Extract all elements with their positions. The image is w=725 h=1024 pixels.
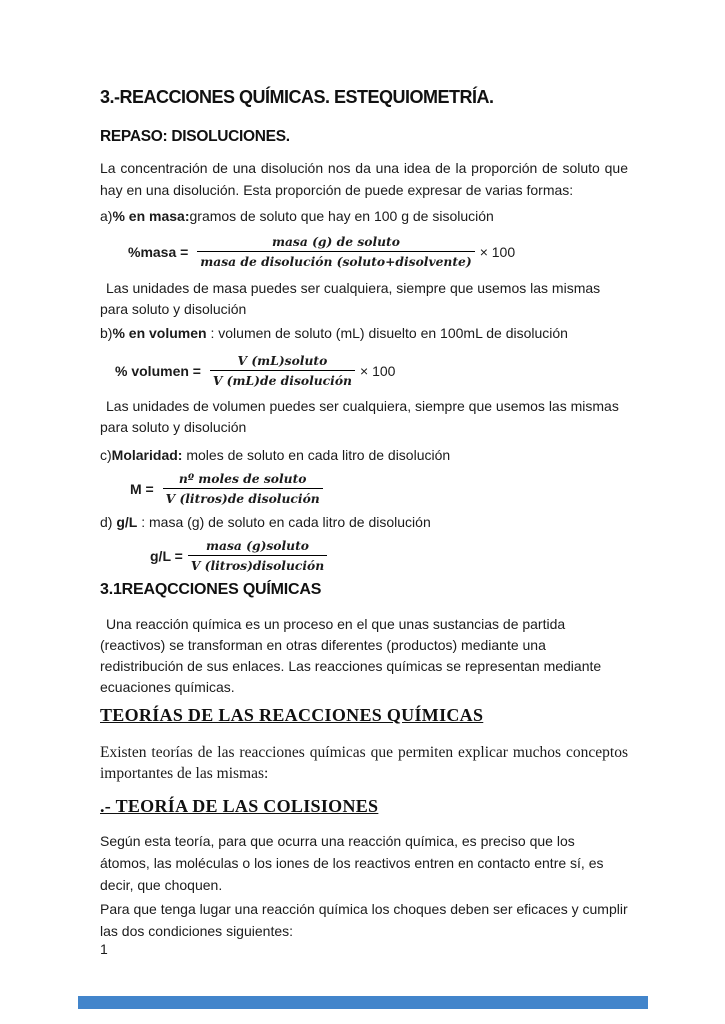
intro-paragraph: La concentración de una disolución nos da una idea de la proporción de soluto que hay en una disolución. Esta proporción de puede expresar de varias formas: xyxy=(100,160,628,198)
formula-gl-numerator: masa (g)soluto xyxy=(188,537,327,556)
formula-mass-fraction xyxy=(197,233,474,270)
formula-volume-fraction xyxy=(210,352,355,389)
formula-volume-denominator: V (mL)de disolución xyxy=(212,373,352,388)
note-volume-units: Las unidades de volumen puedes ser cualquiera, siempre que usemos las mismas para soluto y disolución xyxy=(100,398,619,435)
formula-gl-fraction xyxy=(188,537,327,574)
footer-bar xyxy=(78,996,648,1009)
list-item-b xyxy=(100,322,628,344)
formula-mass-times100: × 100 xyxy=(479,243,516,260)
formula-mass-lhs: %masa = xyxy=(128,243,193,260)
formula-mass-numerator: masa (g) de soluto xyxy=(197,233,474,252)
page-content xyxy=(100,0,628,957)
item-a-text: gramos de soluto que hay en 100 g de sisolución xyxy=(189,208,494,224)
item-b-term: % en volumen xyxy=(112,325,211,341)
note-mass-units: Las unidades de masa puedes ser cualquiera, siempre que usemos las mismas para soluto y disolución xyxy=(100,280,601,317)
page-number: 1 xyxy=(100,941,108,957)
formula-volume-numerator: V (mL)soluto xyxy=(210,352,355,371)
document-title: 3.-REACCIONES QUÍMICAS. ESTEQUIOMETRÍA. xyxy=(100,87,494,107)
item-b-text: : volumen de soluto (mL) disuelto en 100mL de disolución xyxy=(210,325,568,341)
item-d-text: : masa (g) de soluto en cada litro de disolución xyxy=(137,514,431,530)
formula-molarity-denominator: V (litros)de disolución xyxy=(165,491,320,506)
formula-percent-mass xyxy=(128,233,628,270)
item-c-prefix: c) xyxy=(100,447,112,463)
formula-gl-denominator: V (litros)disolución xyxy=(190,558,325,573)
item-b-prefix: b) xyxy=(100,325,113,341)
formula-molarity-lhs: M = xyxy=(130,480,158,497)
list-item-d xyxy=(100,511,628,533)
heading-teorias: TEORÍAS DE LAS REACCIONES QUÍMICAS xyxy=(100,705,484,725)
formula-molarity-numerator: nº moles de soluto xyxy=(163,470,323,489)
formula-grams-per-liter xyxy=(150,537,628,574)
item-a-prefix: a) xyxy=(100,208,113,224)
formula-gl-lhs: g/L = xyxy=(150,547,183,564)
section-heading-repaso: REPASO: DISOLUCIONES. xyxy=(100,128,290,145)
list-item-c xyxy=(100,444,628,466)
paragraph-teorias: Existen teorías de las reacciones químicas que permiten explicar muchos conceptos importantes de las mismas: xyxy=(100,744,628,782)
item-a-term: % en masa: xyxy=(112,208,190,224)
section-heading-31: 3.1REAQCCIONES QUÍMICAS xyxy=(100,581,322,598)
list-item-a xyxy=(100,205,628,227)
formula-molarity xyxy=(130,470,628,507)
formula-percent-volume xyxy=(115,352,628,389)
formula-volume-lhs: % volumen = xyxy=(115,362,205,379)
item-c-term: Molaridad: xyxy=(111,447,183,463)
heading-colisiones: .- TEORÍA DE LAS COLISIONES xyxy=(100,796,379,816)
formula-molarity-fraction xyxy=(163,470,323,507)
formula-volume-times100: × 100 xyxy=(360,362,396,379)
item-d-term: g/L xyxy=(116,514,138,530)
item-d-prefix: d) xyxy=(100,514,117,530)
paragraph-reaction-definition: Una reacción química es un proceso en el que unas sustancias de partida (reactivos) se transforman en otras diferentes (productos) mediante una redistribución de sus enlaces. Las reacciones químicas se representan mediante ecuaciones químicas. xyxy=(100,616,602,695)
paragraph-colisiones-2: Para que tenga lugar una reacción química los choques deben ser eficaces y cumplir las dos condiciones siguientes: xyxy=(100,901,628,939)
item-c-text: moles de soluto en cada litro de disolución xyxy=(182,447,451,463)
paragraph-colisiones-1: Según esta teoría, para que ocurra una reacción química, es preciso que los átomos, las moléculas o los iones de los reactivos entren en contacto entre sí, es decir, que choquen. xyxy=(100,833,604,893)
formula-mass-denominator: masa de disolución (soluto+disolvente) xyxy=(200,254,472,269)
